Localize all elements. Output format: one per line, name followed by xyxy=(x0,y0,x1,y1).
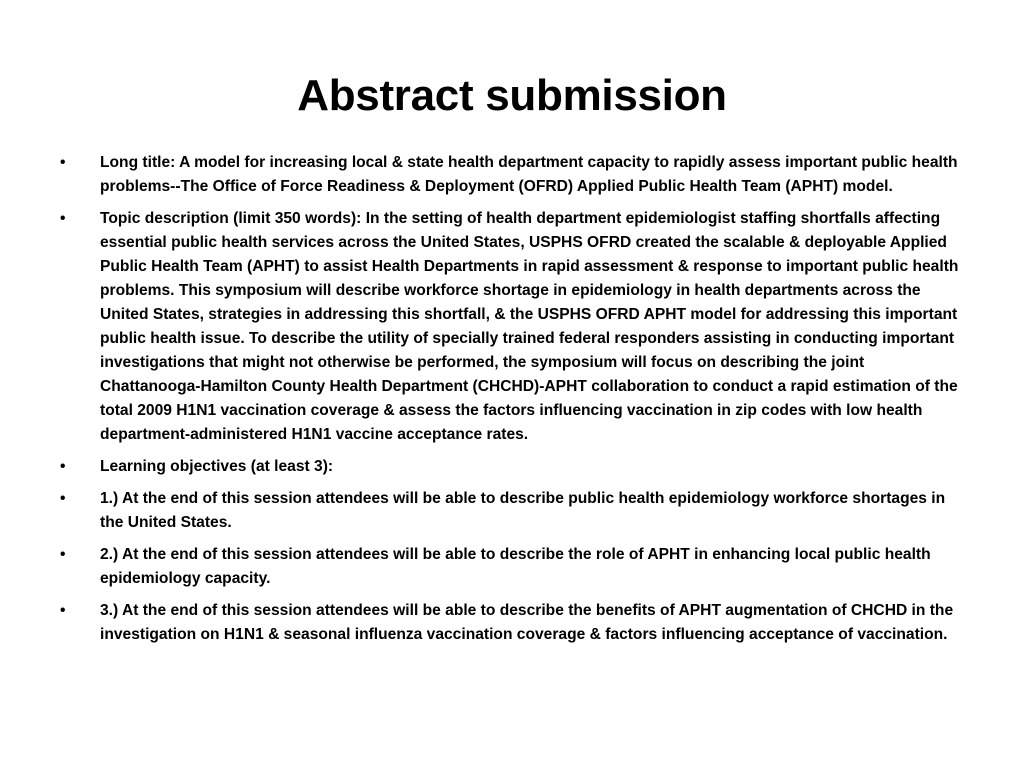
bullet-marker: • xyxy=(60,602,66,619)
bullet-text: Learning objectives (at least 3): xyxy=(100,458,334,475)
bullet-marker: • xyxy=(60,154,66,171)
bullet-objective-2 xyxy=(60,543,966,591)
bullet-text: 2.) At the end of this session attendees will be able to describe the role of APHT in enhancing local public health epidemiology capacity. xyxy=(100,546,931,587)
bullet-marker: • xyxy=(60,546,66,563)
bullet-long-title xyxy=(60,151,966,199)
bullet-marker: • xyxy=(60,210,66,227)
bullet-objective-1 xyxy=(60,487,966,535)
bullet-text: Topic description (limit 350 words): In the setting of health department epidemiologist staffing shortfalls affecting essential public health services across the United States, USPHS OFRD created the scalable & deployable Applied Public Health Team (APHT) to assist Health Departments in rapid assessment & response to important public health problems. This symposium will describe workforce shortage in epidemiology in health departments across the United States, strategies in addressing this shortfall, & the USPHS OFRD APHT model for addressing this important public health issue. To describe the utility of specially trained federal responders assisting in conducting important investigations that might not otherwise be performed, the symposium will focus on describing the joint Chattanooga-Hamilton County Health Department (CHCHD)-APHT collaboration to conduct a rapid estimation of the total 2009 H1N1 vaccination coverage & assess the factors influencing vaccination in zip codes with low health department-administered H1N1 vaccine acceptance rates. xyxy=(100,210,959,443)
bullet-text: 3.) At the end of this session attendees will be able to describe the benefits of APHT augmentation of CHCHD in the investigation on H1N1 & seasonal influenza vaccination coverage & factors influencing acceptance of vaccination. xyxy=(100,602,954,643)
bullet-marker: • xyxy=(60,458,66,475)
bullet-marker: • xyxy=(60,490,66,507)
bullet-topic-description xyxy=(60,207,966,447)
bullet-list xyxy=(60,151,966,655)
bullet-text: 1.) At the end of this session attendees will be able to describe public health epidemiology workforce shortages in the United States. xyxy=(100,490,946,531)
bullet-learning-objectives xyxy=(60,455,966,479)
bullet-text: Long title: A model for increasing local & state health department capacity to rapidly assess important public health problems--The Office of Force Readiness & Deployment (OFRD) Applied Public Health Team (APHT) model. xyxy=(100,154,958,195)
slide-title: Abstract submission xyxy=(297,71,727,120)
bullet-objective-3 xyxy=(60,599,966,647)
